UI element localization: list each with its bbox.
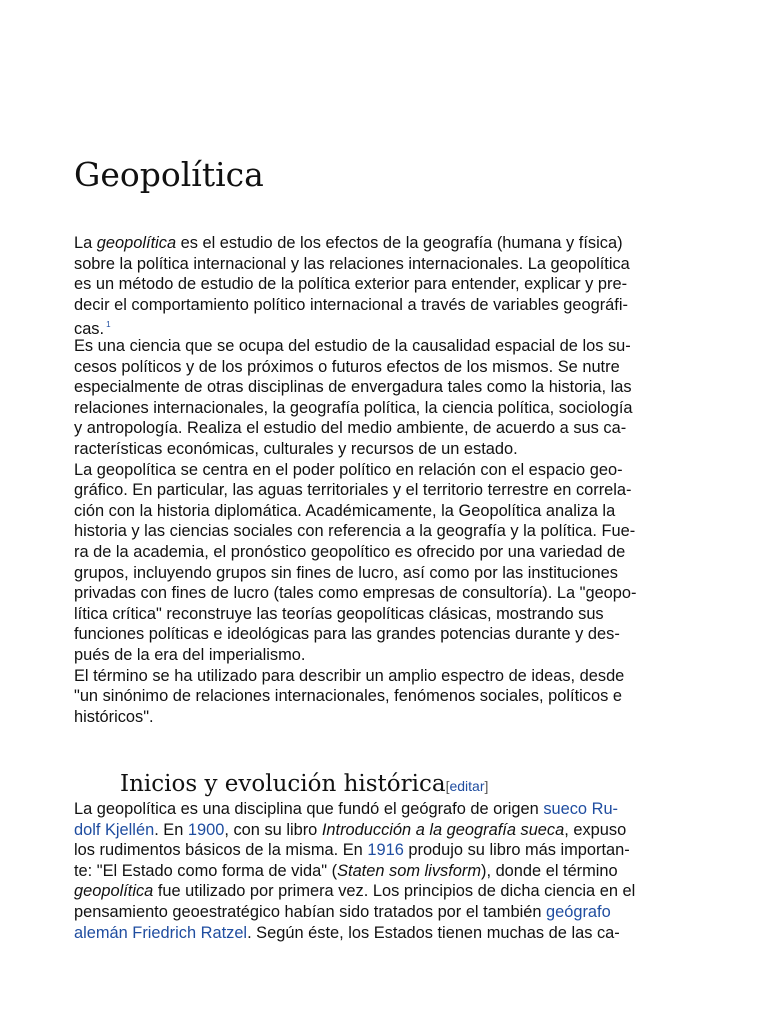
text-line: geopolítica fue utilizado por primera vez. Los principios de dicha ciencia en el (74, 882, 636, 901)
text-line: cas. $^1$ (74, 320, 111, 339)
text-line: los rudimentos básicos de la misma. En 1916 produjo su libro más importan- (74, 841, 630, 860)
text-line: ción con la historia diplomática. Académicamente, la Geopolítica analiza la (74, 501, 616, 520)
text-line: Es una ciencia que se ocupa del estudio de la causalidad espacial de los su- (74, 337, 631, 355)
intro-paragraph-2 (74, 336, 696, 460)
text-line: relaciones internacionales, la geografía política, la ciencia política, sociología (74, 398, 633, 417)
text-line: históricos". (74, 707, 154, 726)
text-line: pués de la era del imperialismo. (74, 645, 306, 664)
text-line: dolf Kjellén. En 1900, con su libro Introducción a la geografía sueca, expuso (74, 820, 627, 839)
intro-paragraph-1 (74, 233, 696, 339)
link-sueco-rudolf-kjellen[interactable]: sueco Ru- (543, 800, 619, 818)
intro-paragraph-3 (74, 460, 696, 666)
text-line: gráfico. En particular, las aguas territoriales y el territorio terrestre en correla- (74, 481, 632, 500)
reference-link[interactable]: 1 (106, 320, 111, 330)
text-line: racterísticas económicas, culturales y recursos de un estado. (74, 439, 518, 458)
link-rudolf-kjellen[interactable]: dolf Kjellén (74, 820, 155, 839)
text-line: La geopolítica es el estudio de los efectos de la geografía (humana y física) (74, 234, 623, 252)
text-line: ra de la academia, el pronóstico geopolítico es ofrecido por una variedad de (74, 542, 626, 561)
page-title: Geopolítica (74, 155, 264, 194)
text-line: pensamiento geoestratégico habían sido tratados por el también geógrafo (74, 902, 611, 921)
link-year-1916[interactable]: 1916 (367, 841, 404, 860)
text-line: grupos, incluyendo grupos sin fines de lucro, así como por las instituciones (74, 563, 618, 582)
text-line: sobre la política internacional y las relaciones internacionales. La geopolítica (74, 254, 630, 273)
link-friedrich-ratzel[interactable]: alemán Friedrich Ratzel (74, 923, 248, 942)
section-heading: Inicios y evolución histórica[editar] (120, 771, 489, 797)
text-line: te: "El Estado como forma de vida" (Staten som livsform), donde el término (74, 861, 618, 880)
section-paragraph (74, 799, 696, 943)
text-line: La geopolítica es una disciplina que fundó el geógrafo de origen sueco Ru- (74, 800, 619, 818)
text-line: cesos políticos y de los próximos o futuros efectos de los mismos. Se nutre (74, 357, 620, 376)
text-line: especialmente de otras disciplinas de envergadura tales como la historia, las (74, 378, 632, 397)
link-geografo[interactable]: geógrafo (546, 902, 611, 921)
edit-section-link[interactable]: editar (449, 778, 485, 794)
text-line: lítica crítica" reconstruye las teorías geopolíticas clásicas, mostrando sus (74, 604, 604, 623)
intro-paragraph-4 (74, 666, 696, 728)
text-line: decir el comportamiento político internacional a través de variables geográfi- (74, 295, 628, 314)
text-line: privadas con fines de lucro (tales como empresas de consultoría). La "geopo- (74, 584, 637, 603)
text-line: alemán Friedrich Ratzel. Según éste, los Estados tienen muchas de las ca- (74, 923, 620, 942)
text-line: La geopolítica se centra en el poder político en relación con el espacio geo- (74, 460, 623, 479)
edit-section: [editar] (445, 778, 489, 794)
text-line: y antropología. Realiza el estudio del medio ambiente, de acuerdo a sus ca- (74, 419, 627, 438)
text-line: El término se ha utilizado para describir un amplio espectro de ideas, desde (74, 666, 625, 685)
link-year-1900[interactable]: 1900 (187, 820, 225, 839)
text-line: funciones políticas e ideológicas para las grandes potencias durante y des- (74, 625, 620, 644)
text-line: es un método de estudio de la política exterior para entender, explicar y pre- (74, 275, 628, 294)
text-line: historia y las ciencias sociales con referencia a la geografía y la política. Fue- (74, 522, 636, 541)
text-line: "un sinónimo de relaciones internacionales, fenómenos sociales, políticos e (74, 687, 622, 706)
